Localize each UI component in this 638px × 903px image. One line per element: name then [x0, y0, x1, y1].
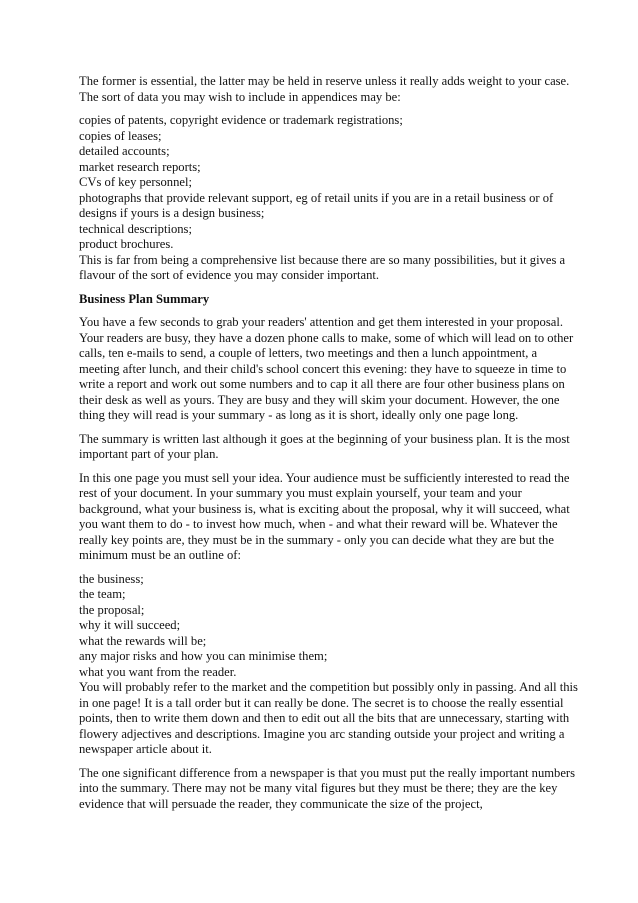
list-item: why it will succeed; [79, 618, 181, 632]
list-item: the team; [79, 587, 126, 601]
list-item: technical descriptions; [79, 221, 192, 236]
list-item: the business; [79, 571, 144, 586]
appendix-list [79, 113, 578, 253]
numbers-paragraph: The one significant difference from a newspaper is that you must put the really important numbers into the summary. There may not be many vital figures but they must be there; they are the key evidence that will persuade the reader, they communicate the size of the project, [79, 765, 576, 811]
list-item: market research reports; [79, 159, 201, 174]
list-item: what the rewards will be; [79, 633, 207, 648]
sell-idea-paragraph: In this one page you must sell your idea. Your audience must be sufficiently interested to read the rest of your document. In your summary you must explain yourself, your team and your background, what your business is, what is exciting about the proposal, why it will succeed, what you want them to do - to invest how much, when - and what their reward will be. Whatever the really key points are, they must be in the summary - only you can decide what they are but the minimum must be an outline of: [79, 470, 570, 562]
readers-paragraph: You have a few seconds to grab your readers' attention and get them interested in your proposal. Your readers are busy, they have a dozen phone calls to make, some of which will lead on to other calls, ten e-mails to send, a couple of letters, two meetings and then a lunch appointment, a meeting after lunch, and their child's school concert this evening: they have to squeeze in time to write a report and work out some numbers and to cap it all there are four other business plans on their desk as well as yours. They are busy and they will skim your document. However, the one thing they will read is your summary - as long as it is short, ideally only one page long. [79, 315, 574, 422]
list-item: detailed accounts; [79, 144, 170, 158]
summary-outline-list [79, 572, 578, 681]
list-item: what you want from the reader. [79, 664, 237, 679]
summary-position-paragraph: The summary is written last although it goes at the beginning of your business plan. It is the most important part of your plan. [79, 431, 570, 461]
list-item: CVs of key personnel; [79, 175, 192, 189]
market-paragraph: You will probably refer to the market and the competition but possibly only in passing. And all this in one page! It is a tall order but it can really be done. The secret is to choose the really essential points, then to write them down and then to edit out all the bits that are unnecessary, starting with flowery adjectives and descriptions. Imagine you arc standing outside your project and writing a newspaper article about it. [79, 680, 578, 756]
list-item: copies of patents, copyright evidence or trademark registrations; [79, 113, 403, 127]
list-item: any major risks and how you can minimise them; [79, 649, 328, 663]
list-item: copies of leases; [79, 128, 162, 143]
list-item: photographs that provide relevant support, eg of retail units if you are in a retail business or of designs if yours is a design business; [79, 190, 554, 220]
list-item: product brochures. [79, 237, 174, 251]
list-item: the proposal; [79, 602, 145, 617]
list-note-paragraph: This is far from being a comprehensive list because there are so many possibilities, but it gives a flavour of the sort of evidence you may consider important. [79, 252, 566, 282]
section-heading: Business Plan Summary [79, 291, 210, 306]
intro-paragraph: The former is essential, the latter may be held in reserve unless it really adds weight to your case. The sort of data you may wish to include in appendices may be: [79, 74, 570, 104]
